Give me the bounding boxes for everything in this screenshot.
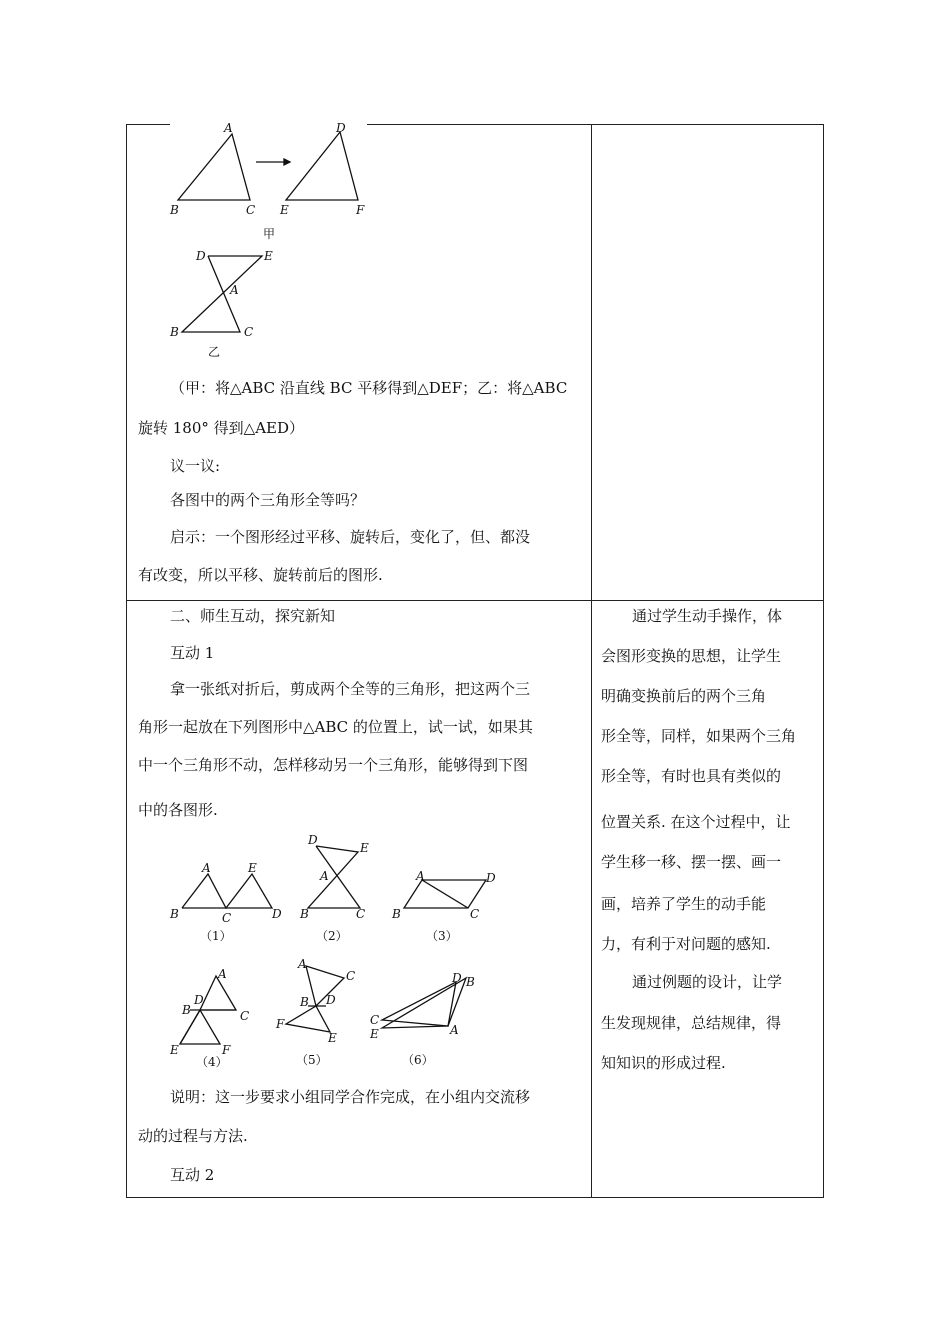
svg-text:E: E (248, 861, 257, 875)
section-title: 二、师生互动，探究新知 (170, 607, 336, 625)
svg-text:C: C (222, 911, 232, 925)
svg-text:B: B (392, 907, 401, 921)
svg-text:A: A (218, 967, 227, 981)
caption-2: （2） (316, 929, 348, 943)
caption-3: （3） (426, 929, 458, 943)
caption-yi: 乙 (208, 345, 221, 359)
para1-line1: 拿一张纸对折后，剪成两个全等的三角形，把这两个三 (170, 680, 531, 698)
svg-text:D: D (452, 971, 462, 985)
svg-text:B: B (466, 975, 475, 989)
top-text-line1: （甲：将△ABC 沿直线 BC 平移得到△DEF；乙：将△ABC (170, 379, 568, 397)
para1-line2: 角形一起放在下列图形中△ABC 的位置上，试一试，如果其 (138, 718, 533, 736)
right-para1-line9: 力，有利于对问题的感知. (601, 935, 771, 953)
caption-6: （6） (402, 1053, 434, 1067)
figure-1 (169, 861, 282, 943)
yi-title: 议一议: (170, 457, 221, 475)
label-d: D (196, 249, 206, 263)
figure-jia (160, 118, 390, 248)
interaction-2-label: 互动 2 (170, 1166, 215, 1184)
label-a: A (224, 121, 233, 135)
svg-text:E: E (170, 1043, 179, 1057)
caption-jia: 甲 (263, 227, 276, 241)
svg-text:C: C (356, 907, 366, 921)
svg-text:B: B (300, 907, 309, 921)
figure-2 (299, 833, 369, 943)
figure-group-six (160, 828, 520, 1078)
right-para1-line8: 画，培养了学生的动手能 (601, 895, 767, 913)
svg-text:D: D (308, 833, 318, 847)
svg-text:C: C (346, 969, 356, 983)
right-para1-line1: 通过学生动手操作，体 (632, 607, 783, 625)
note-line1: 说明：这一步要求小组同学合作完成，在小组内交流移 (170, 1088, 531, 1106)
column-divider (591, 124, 592, 1198)
caption-5: （5） (296, 1053, 328, 1067)
label-a: A (230, 283, 239, 297)
top-text-line2: 旋转 180° 得到△AED） (138, 419, 305, 437)
label-c: C (244, 325, 254, 339)
svg-text:C: C (240, 1009, 250, 1023)
table-top-border-right (367, 124, 824, 125)
label-b: B (170, 203, 179, 217)
right-para1-line4: 形全等，同样，如果两个三角 (601, 727, 797, 745)
caption-4: （4） (196, 1055, 228, 1069)
svg-text:A: A (450, 1023, 459, 1037)
label-c: C (246, 203, 256, 217)
svg-text:C: C (470, 907, 480, 921)
label-b: B (170, 325, 179, 339)
hint-line2: 有改变，所以平移、旋转前后的图形. (138, 566, 383, 584)
right-para1-line5: 形全等，有时也具有类似的 (601, 767, 782, 785)
svg-text:E: E (370, 1027, 379, 1041)
interaction-1-label: 互动 1 (170, 644, 215, 662)
right-para2-line3: 知知识的形成过程. (601, 1054, 726, 1072)
triangle-def (286, 132, 358, 200)
svg-text:F: F (276, 1017, 285, 1031)
svg-text:A: A (320, 869, 329, 883)
arrowhead (284, 159, 290, 165)
label-d: D (336, 121, 346, 135)
figure-5 (275, 957, 355, 1067)
svg-text:D: D (272, 907, 282, 921)
figure-3 (391, 869, 496, 943)
svg-text:B: B (182, 1003, 191, 1017)
row-divider (126, 600, 824, 601)
svg-text:A: A (416, 869, 425, 883)
right-para2-line1: 通过例题的设计，让学 (632, 973, 783, 991)
para1-line4: 中的各图形. (138, 801, 218, 819)
svg-text:D: D (194, 993, 204, 1007)
svg-text:A: A (202, 861, 211, 875)
right-para1-line3: 明确变换前后的两个三角 (601, 687, 767, 705)
svg-text:B: B (300, 995, 309, 1009)
label-e: E (264, 249, 273, 263)
figure-6 (369, 971, 475, 1067)
label-e: E (280, 203, 289, 217)
triangle-abc (178, 134, 250, 200)
svg-text:D: D (486, 871, 496, 885)
table-bottom-border (126, 1197, 824, 1198)
right-para1-line7: 学生移一移、摆一摆、画一 (601, 853, 782, 871)
triangle-aed (182, 256, 262, 332)
svg-text:E: E (360, 841, 369, 855)
figure-4 (169, 967, 249, 1069)
svg-text:F: F (222, 1043, 231, 1057)
para1-line3: 中一个三角形不动，怎样移动另一个三角形，能够得到下图 (138, 756, 529, 774)
hint-line1: 启示：一个图形经过平移、旋转后，变化了，但、都没 (170, 528, 531, 546)
svg-text:E: E (328, 1031, 337, 1045)
table-right-border (823, 124, 824, 1198)
svg-text:C: C (370, 1013, 380, 1027)
right-para2-line2: 生发现规律，总结规律，得 (601, 1014, 782, 1032)
label-f: F (356, 203, 365, 217)
svg-text:B: B (170, 907, 179, 921)
figure-yi (160, 244, 300, 364)
note-line2: 动的过程与方法. (138, 1127, 248, 1145)
table-left-border (126, 124, 127, 1198)
svg-text:D: D (326, 993, 336, 1007)
right-para1-line2: 会图形变换的思想，让学生 (601, 647, 782, 665)
question: 各图中的两个三角形全等吗？ (170, 491, 366, 509)
svg-text:A: A (298, 957, 307, 971)
right-para1-line6: 位置关系. 在这个过程中，让 (601, 813, 791, 831)
caption-1: （1） (200, 929, 232, 943)
